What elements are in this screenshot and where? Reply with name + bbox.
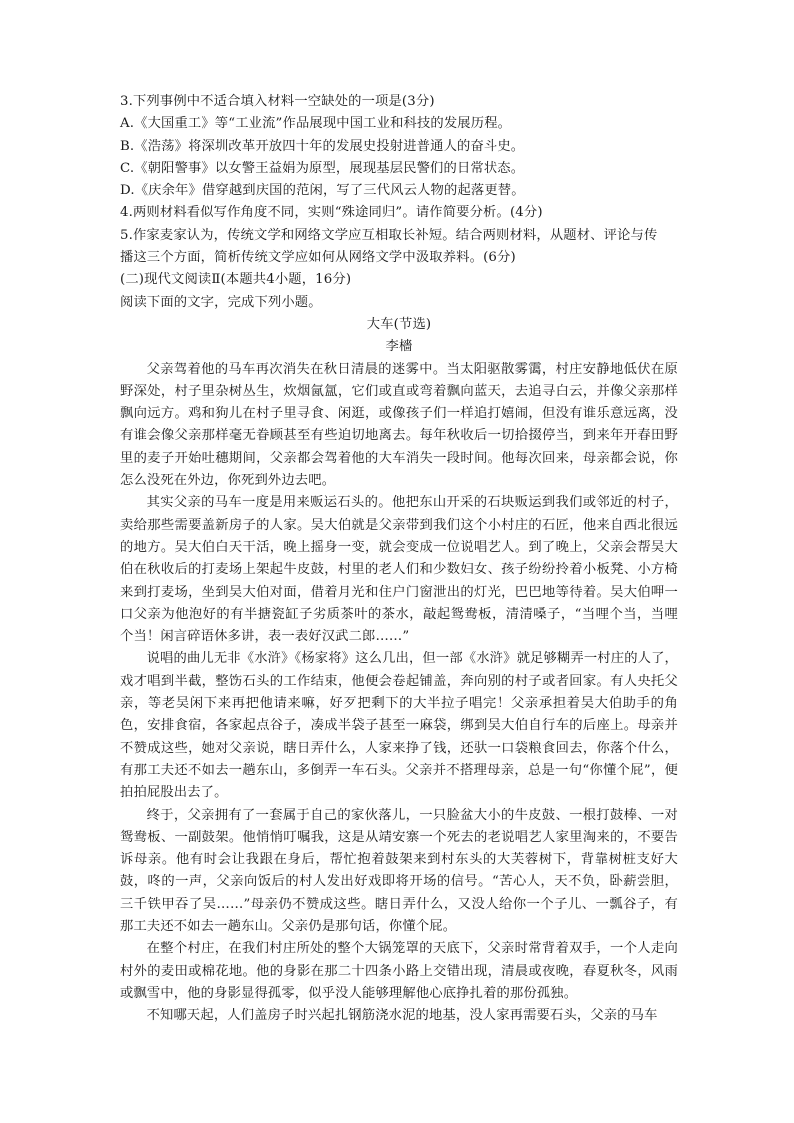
question-5-line-1: 5.作家麦家认为，传统文学和网络文学应互相取长补短。结合两则材料，从题材、评论与传	[120, 227, 658, 243]
option-c: C.《朝阳警事》以女警王益娟为原型，展现基层民警们的日常状态。	[120, 160, 525, 176]
story-author: 李檣	[385, 339, 413, 355]
question-3: 3.下列事例中不适合填入材料一空缺处的一项是(3分)	[120, 94, 435, 109]
option-a: A.《大国重工》等“工业流”作品展现中国工业和科技的发展历程。	[120, 116, 512, 132]
story-paragraph-4: 终于，父亲拥有了一套属于自己的家伙落儿，一只脸盆大小的牛皮鼓、一根打鼓棒、一对鸳鸯板、一副鼓架。他悄悄叮嘱我，这是从靖安寨一个死去的老说唱艺人家里淘来的，不要告诉母亲。他有时会让我跟在身后，帮忙抱着鼓架来到村东头的大芙蓉树下，背靠树桩支好大鼓，咚的一声，父亲向饭后的村人发出好戏即将开场的信号。“苦心人，天不负，卧薪尝胆，三千铁甲吞了吴……”母亲仍不赞成这些。瞎日弄什么，又没人给你一个子儿、一瓢谷子，有那工夫还不如去一趟东山。父亲仍是那句话，你懂个屁。	[120, 807, 678, 934]
story-paragraph-6: 不知哪天起，人们盖房子时兴起扎钢筋浇水泥的地基，没人家再需要石头，父亲的马车	[146, 1008, 658, 1024]
story-paragraph-3: 说唱的曲儿无非《水浒》《杨家将》这么几出，但一部《水浒》就足够糊弄一村庄的人了，戏才唱到半截，整饬石头的工作结束，他便会卷起铺盖，奔向别的村子或者回家。有人央托父亲，等老吴闲下来再把他请来嘛，好歹把剩下的大半拉子唱完！父亲承担着吴大伯助手的角色，安排食宿，各家起点谷子，凑成半袋子甚至一麻袋，绑到吴大伯自行车的后座上。母亲并不赞成这些，她对父亲说，瞎日弄什么，人家来挣了钱，还驮一口袋粮食回去，你落个什么，有那工夫还不如去一趟东山，多倒弄一车石头。父亲并不搭理母亲，总是一句“你懂个屁”，便拍拍屁股出去了。	[120, 651, 678, 801]
story-paragraph-1: 父亲驾着他的马车再次消失在秋日清晨的迷雾中。当太阳驱散雾霭，村庄安静地低伏在原野深处，村子里杂树丛生，炊烟氤氲，它们或直或弯着飘向蓝天，去追寻白云，并像父亲那样飘向远方。鸡和狗儿在村子里寻食、闲逛，或像孩子们一样追打嬉闹，但没有谁乐意远离，没有谁会像父亲那样毫无眷顾甚至有些迫切地离去。每年秋收后一切拾掇停当，到来年开春田野里的麦子开始吐穗期间，父亲都会驾着他的大车消失一段时间。他每次回来，母亲都会说，你怎么没死在外边，你死到外边去吧。	[120, 361, 678, 489]
story-paragraph-2: 其实父亲的马车一度是用来贩运石头的。他把东山开采的石块贩运到我们或邻近的村子，卖给那些需要盖新房子的人家。吴大伯就是父亲带到我们这个小村庄的石匠，他来自西北很远的地方。吴大伯白天干活，晚上摇身一变，就会变成一位说唱艺人。到了晚上，父亲会帮吴大伯在秋收后的打麦场上架起牛皮鼓，村里的老人们和少数妇女、孩子纷纷拎着小板凳、小方椅来到打麦场，坐到吴大伯对面，借着月光和住户门窗泄出的灯光，巴巴地等待着。吴大伯呷一口父亲为他泡好的有半搪瓷缸子劣质茶叶的茶水，敲起鸳鸯板，清清嗓子，“当哩个当，当哩个当！闲言碎语休多讲，表一表好汉武二郎……”	[120, 495, 678, 645]
question-5-line-2: 播这三个方面，简析传统文学应如何从网络文学中汲取养料。(6分)	[120, 250, 516, 266]
story-title: 大车(节选)	[366, 316, 432, 332]
section-heading: (二)现代文阅读Ⅱ(本题共4小题，16分)	[120, 272, 352, 288]
option-d: D.《庆余年》借穿越到庆国的范闲，写了三代风云人物的起落更替。	[120, 183, 525, 199]
story-paragraph-5: 在整个村庄，在我们村庄所处的整个大锅笼罩的天底下，父亲时常背着双手，一个人走向村外的麦田或棉花地。他的身影在那二十四条小路上交错出现，清晨或夜晚，春夏秋冬，风雨或飘雪中，他的身影显得孤零，似乎没人能够理解他心底挣扎着的那份孤独。	[120, 941, 678, 1001]
question-4: 4.两则材料看似写作角度不同，实则“殊途同归”。请作简要分析。(4分)	[120, 205, 543, 221]
option-b: B.《浩荡》将深圳改革开放四十年的发展史投射进普通人的奋斗史。	[120, 138, 525, 154]
page-content	[120, 91, 678, 1027]
section-instruction: 阅读下面的文字，完成下列小题。	[120, 294, 322, 310]
